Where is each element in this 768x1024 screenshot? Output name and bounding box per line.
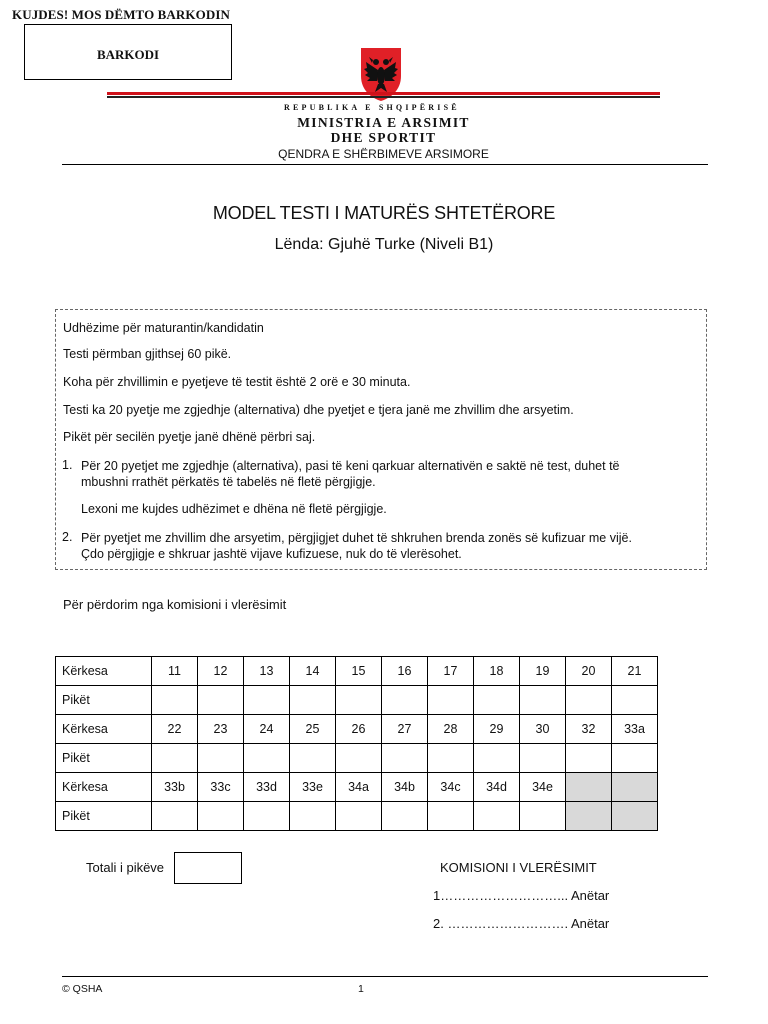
points-entry-cell[interactable] [474,744,520,773]
question-row [56,773,658,802]
question-number-cell: 33d [244,773,290,802]
points-entry-cell[interactable] [336,686,382,715]
question-row [56,657,658,686]
commission-use-label: Për përdorim nga komisioni i vlerësimit [63,597,287,612]
question-number-cell: 33a [612,715,658,744]
question-number-cell: 25 [290,715,336,744]
barcode-warning: KUJDES! MOS DËMTO BARKODIN [12,7,230,22]
header-divider [62,164,708,165]
page-subtitle: Lënda: Gjuhë Turke (Niveli B1) [274,236,494,253]
header-red-band [107,92,660,95]
points-entry-cell[interactable] [520,686,566,715]
footer-org [62,983,102,995]
total-points-box[interactable] [174,852,242,884]
instruction-item-number: 2. [62,530,73,544]
question-number-cell: 34a [336,773,382,802]
ministry-name-line2: DHE SPORTIT [330,130,437,145]
row-label-question: Kërkesa [56,773,152,802]
instruction-item-text: Për pyetjet me zhvillim dhe arsyetim, përgjigjet duhet të shkruhen brenda zonës së kufizuar me vijë. [81,531,632,545]
question-number-cell: 15 [336,657,382,686]
instructions-heading: Udhëzime për maturantin/kandidatin [63,321,264,335]
question-number-cell: 21 [612,657,658,686]
question-number-cell: 29 [474,715,520,744]
points-entry-cell[interactable] [336,802,382,831]
education-center-name: QENDRA E SHËRBIMEVE ARSIMORE [278,147,489,161]
instruction-item-text: Lexoni me kujdes udhëzimet e dhëna në fletë përgjigje. [81,502,387,516]
points-entry-cell[interactable] [198,686,244,715]
points-entry-cell[interactable] [152,686,198,715]
points-entry-cell[interactable] [382,802,428,831]
question-number-cell: 34c [428,773,474,802]
question-number-cell: 13 [244,657,290,686]
question-number-cell: 11 [152,657,198,686]
question-number-cell: 20 [566,657,612,686]
points-entry-cell[interactable] [336,744,382,773]
row-label-question: Kërkesa [56,715,152,744]
points-entry-cell[interactable] [244,744,290,773]
question-number-cell: 16 [382,657,428,686]
row-label-points: Pikët [56,686,152,715]
question-number-cell: 33e [290,773,336,802]
points-entry-cell[interactable] [152,744,198,773]
question-row [56,715,658,744]
question-number-cell: 32 [566,715,612,744]
question-number-cell: 22 [152,715,198,744]
instruction-item-text: Për 20 pyetjet me zgjedhje (alternativa), pasi të keni qarkuar alternativën e saktë në test, duhet të [81,459,620,473]
ministry-name-line1: MINISTRIA E ARSIMIT [297,115,470,130]
commission-title: KOMISIONI I VLERËSIMIT [440,860,597,875]
total-points-label: Totali i pikëve [86,860,165,875]
row-label-points: Pikët [56,744,152,773]
question-number-cell: 24 [244,715,290,744]
points-entry-cell[interactable] [290,802,336,831]
question-number-cell: 33c [198,773,244,802]
points-entry-cell[interactable] [428,744,474,773]
question-number-cell: 14 [290,657,336,686]
points-entry-cell[interactable] [474,686,520,715]
points-entry-cell[interactable] [428,686,474,715]
points-entry-cell[interactable] [244,802,290,831]
question-number-cell: 34e [520,773,566,802]
page-number: 1 [358,983,364,995]
shaded-cell [612,802,658,831]
scores-table [55,656,658,831]
commission-member-line: 2. ………………………. Anëtar [433,916,610,931]
question-number-cell: 34b [382,773,428,802]
republic-name: REPUBLIKA E SHQIPËRISË [284,103,460,112]
shaded-cell [612,773,658,802]
points-entry-cell[interactable] [290,744,336,773]
points-entry-cell[interactable] [382,744,428,773]
question-number-cell: 18 [474,657,520,686]
header-black-band [107,96,660,98]
instruction-line: Testi ka 20 pyetje me zgjedhje (alternativa) dhe pyetjet e tjera janë me zhvillim dhe arsyetim. [63,403,574,417]
points-entry-cell[interactable] [198,802,244,831]
points-entry-cell[interactable] [566,686,612,715]
question-number-cell: 27 [382,715,428,744]
points-row [56,686,658,715]
question-number-cell: 19 [520,657,566,686]
question-number-cell: 28 [428,715,474,744]
commission-member-line: 1………………………... Anëtar [433,888,610,903]
instruction-item-text: mbushni rrathët përkatës të tabelës në fletë përgjigje. [81,475,376,489]
question-number-cell: 23 [198,715,244,744]
points-entry-cell[interactable] [382,686,428,715]
points-entry-cell[interactable] [612,686,658,715]
instruction-line: Testi përmban gjithsej 60 pikë. [63,347,232,361]
question-number-cell: 26 [336,715,382,744]
instruction-item-number: 1. [62,458,73,472]
instruction-item-text: Çdo përgjigje e shkruar jashtë vijave kufizuese, nuk do të vlerësohet. [81,547,462,561]
question-number-cell: 30 [520,715,566,744]
instruction-line: Koha për zhvillimin e pyetjeve të testit është 2 orë e 30 minuta. [63,375,411,389]
points-entry-cell[interactable] [152,802,198,831]
footer-divider [62,976,708,977]
points-row [56,802,658,831]
shaded-cell [566,773,612,802]
points-entry-cell[interactable] [290,686,336,715]
question-number-cell: 17 [428,657,474,686]
question-number-cell: 12 [198,657,244,686]
instruction-line: Pikët për secilën pyetje janë dhënë përbri saj. [63,430,316,444]
question-number-cell: 33b [152,773,198,802]
footer-org-name: QSHA [72,983,103,995]
shaded-cell [566,802,612,831]
row-label-question: Kërkesa [56,657,152,686]
points-entry-cell[interactable] [520,744,566,773]
points-entry-cell[interactable] [198,744,244,773]
row-label-points: Pikët [56,802,152,831]
points-row [56,744,658,773]
page-title: MODEL TESTI I MATURËS SHTETËRORE [212,203,556,223]
points-entry-cell[interactable] [520,802,566,831]
points-entry-cell[interactable] [474,802,520,831]
barcode-label: BARKODI [96,47,160,62]
points-entry-cell[interactable] [566,744,612,773]
points-entry-cell[interactable] [244,686,290,715]
copyright-icon: © [62,983,70,995]
question-number-cell: 34d [474,773,520,802]
points-entry-cell[interactable] [428,802,474,831]
points-entry-cell[interactable] [612,744,658,773]
